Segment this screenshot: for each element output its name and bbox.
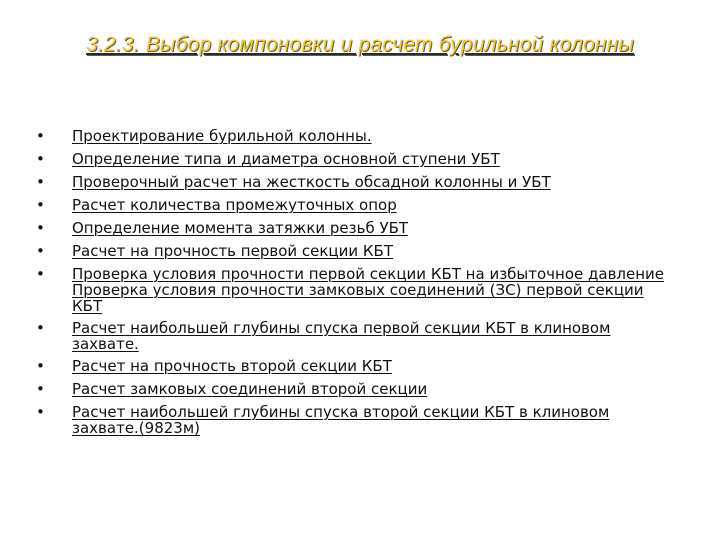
bullet-icon: • xyxy=(36,357,45,375)
list-item xyxy=(36,243,666,259)
bullet-icon: • xyxy=(36,150,45,168)
bullet-icon: • xyxy=(36,319,45,337)
list-item-text[interactable]: Расчет замковых соединений второй секции xyxy=(72,380,428,398)
bullet-icon: • xyxy=(36,219,45,237)
list-item xyxy=(36,320,666,352)
list-item-text[interactable]: Расчет наибольшей глубины спуска первой секции КБТ в клиновом захвате. xyxy=(72,319,611,353)
bullet-icon: • xyxy=(36,196,45,214)
bullet-icon: • xyxy=(36,173,45,191)
list-item-text[interactable]: Проектирование бурильной колонны. xyxy=(72,127,372,145)
list-item xyxy=(36,174,666,190)
bullet-icon: • xyxy=(36,242,45,260)
list-item xyxy=(36,266,666,314)
list-item-text[interactable]: Расчет на прочность второй секции КБТ xyxy=(72,357,392,375)
slide-title: 3.2.3. Выбор компоновки и расчет бурильной колонны xyxy=(85,33,635,56)
bullet-icon: • xyxy=(36,403,45,421)
list-item-text[interactable]: Проверка условия прочности первой секции КБТ на избыточное давление Проверка условия прочности замковых соединений (ЗС) первой секции КБТ xyxy=(72,265,665,315)
list-item xyxy=(36,381,666,397)
bullet-list xyxy=(36,128,666,442)
list-item xyxy=(36,404,666,436)
list-item-text[interactable]: Определение момента затяжки резьб УБТ xyxy=(72,219,409,237)
list-item-text[interactable]: Определение типа и диаметра основной ступени УБТ xyxy=(72,150,500,168)
list-item xyxy=(36,358,666,374)
bullet-icon: • xyxy=(36,265,45,283)
list-item-text[interactable]: Проверочный расчет на жесткость обсадной колонны и УБТ xyxy=(72,173,551,191)
list-item xyxy=(36,197,666,213)
bullet-icon: • xyxy=(36,380,45,398)
list-item-text[interactable]: Расчет наибольшей глубины спуска второй секции КБТ в клиновом захвате.(9823м) xyxy=(72,403,610,437)
list-item xyxy=(36,128,666,144)
list-item-text[interactable]: Расчет на прочность первой секции КБТ xyxy=(72,242,393,260)
list-item-text[interactable]: Расчет количества промежуточных опор xyxy=(72,196,397,214)
bullet-icon: • xyxy=(36,127,45,145)
list-item xyxy=(36,220,666,236)
list-item xyxy=(36,151,666,167)
